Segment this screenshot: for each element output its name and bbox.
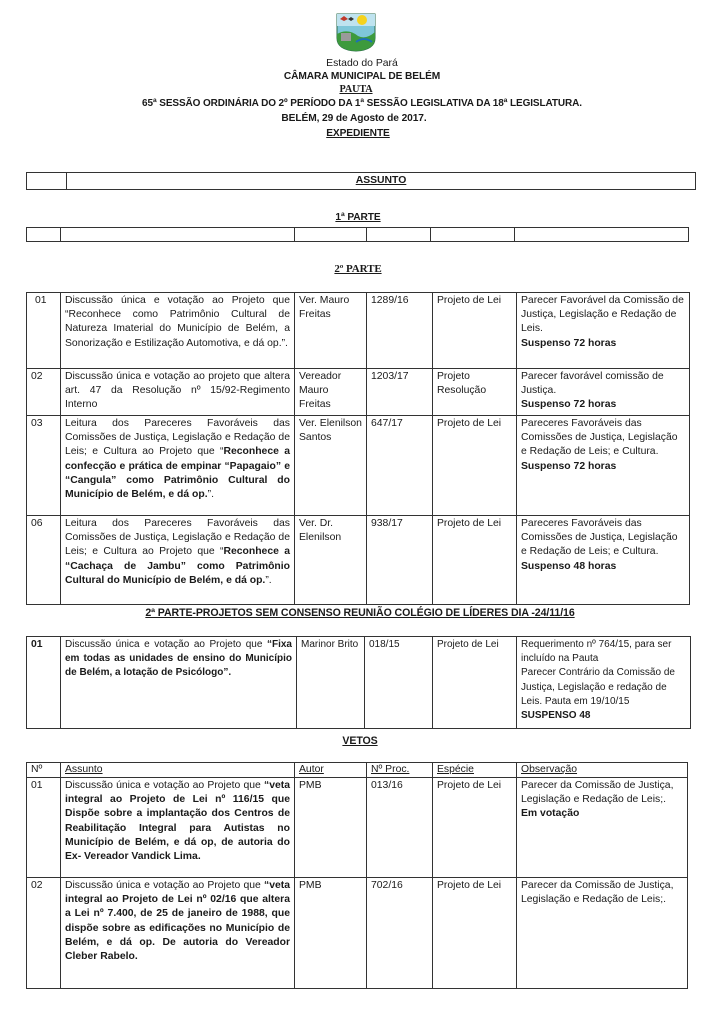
item-type: Projeto de Lei [433,637,517,729]
subject-end-text: ”. [265,574,272,586]
parte2-table [26,292,690,605]
parte2-title: 2º PARTE [334,263,382,275]
table-row [27,369,690,416]
item-subject [61,516,295,605]
item-subject [61,416,295,516]
status-text: Suspenso 48 horas [521,560,617,572]
parte1-title: 1ª PARTE [335,212,381,223]
city-crest-logo [334,12,378,52]
status-text: Suspenso 72 horas [521,337,617,349]
parte1-cell [27,228,61,242]
column-header: Autor [295,763,367,778]
vetos-table [26,762,688,989]
subject-text: Discussão única e votação ao projeto que altera art. 47 da Resolução nº 15/92-Regimento Interno [65,371,290,411]
item-author: Marinor Brito [297,637,365,729]
table-row [27,516,690,605]
item-subject [61,369,295,416]
observation-text: Parecer da Comissão de Justiça, Legislação e Redação de Leis;. [521,780,674,806]
parte1-cell [295,228,367,242]
item-process: 013/16 [367,778,433,878]
item-observation [517,778,688,878]
parte1-cell [367,228,431,242]
observation-text: Parecer favorável comissão de Justiça. [521,371,664,397]
column-header: Nº Proc. [367,763,433,778]
subject-header-label: ASSUNTO [355,175,407,186]
column-header: Nº [27,763,61,778]
parte1-table [26,227,689,242]
item-number: 01 [27,778,61,878]
item-type: Projeto de Lei [433,293,517,369]
subject-bold-text: Reconhece a “Cachaça de Jambu” como Patrimônio Cultural do Município de Belém, e dá op. [65,546,290,586]
vetos-title: VETOS [342,735,378,747]
item-author: Vereador Mauro Freitas [295,369,367,416]
status-text: Em votação [521,808,580,820]
item-observation [517,878,688,989]
item-number: 03 [27,416,61,516]
item-process: 018/15 [365,637,433,729]
item-number: 02 [27,878,61,989]
table-row [27,878,688,989]
sem-consenso-table [26,636,691,729]
subject-text: Leitura dos Pareceres Favoráveis das Comissões de Justiça, Legislação e Redação de Leis; e Cultura ao Projeto que “ [65,518,290,558]
subject-text: Leitura dos Pareceres Favoráveis das Comissões de Justiça, Legislação e Redação de Leis; e Cultura ao Projeto que “ [65,418,290,458]
status-text: SUSPENSO 48 [521,710,591,722]
observation-text: Pareceres Favoráveis das Comissões de Justiça, Legislação e Redação de Leis; e Cultura. [521,518,678,558]
table-header-row [27,763,688,778]
column-header: Observação [517,763,688,778]
doc-type: PAUTA [339,84,373,95]
status-text: Suspenso 72 horas [521,399,617,411]
item-process: 702/16 [367,878,433,989]
subject-bold-text: “Fixa em todas as unidades de ensino do Município de Belém, a lotação de Psicólogo”. [65,639,292,679]
item-number: 02 [27,369,61,416]
item-author: Ver. Mauro Freitas [295,293,367,369]
chamber-name: CÂMARA MUNICIPAL DE BELÉM [283,71,441,82]
observation-line: Parecer Contrário da Comissão de Justiça, Legislação e redação de Leis. Pauta em 19/10/15 [521,667,675,707]
table-row [27,416,690,516]
expediente-num-cell [27,173,67,190]
item-number: 01 [27,637,61,729]
item-subject [61,778,295,878]
item-observation [517,637,691,729]
status-text: Suspenso 72 horas [521,460,617,472]
item-subject [61,637,297,729]
parte1-cell [431,228,515,242]
item-observation [517,416,690,516]
section-expediente: EXPEDIENTE [326,128,390,139]
item-number: 01 [27,293,61,369]
item-type: Projeto Resolução [433,369,517,416]
item-type: Projeto de Lei [433,878,517,989]
sem-consenso-title: 2ª PARTE-PROJETOS SEM CONSENSO REUNIÃO COLÉGIO DE LÍDERES DIA -24/11/16 [145,607,575,619]
column-header: Assunto [61,763,295,778]
subject-bold-text: “veta integral ao Projeto de Lei nº 02/16 que altera a Lei nº 7.400, de 25 de janeiro de 1988, que dispõe sobre as edificações no Município de Belém, e dá op. De autoria do Vereador Cleber Rabelo. [65,880,290,963]
subject-text: Discussão única e votação ao Projeto que [65,780,264,791]
parte1-cell [61,228,295,242]
table-row [27,293,690,369]
item-author: Ver. Elenilson Santos [295,416,367,516]
item-process: 647/17 [367,416,433,516]
parte1-cell [515,228,689,242]
state-name: Estado do Pará [326,58,398,69]
session-title: 65ª SESSÃO ORDINÁRIA DO 2º PERÍODO DA 1ª SESSÃO LEGISLATIVA DA 18ª LEGISLATURA. [142,98,582,109]
item-observation [517,369,690,416]
observation-text: Parecer Favorável da Comissão de Justiça, Legislação e Redação de Leis. [521,295,684,335]
item-author: Ver. Dr. Elenilson [295,516,367,605]
session-date: BELÉM, 29 de Agosto de 2017. [281,113,427,124]
item-subject [61,293,295,369]
column-header: Espécie [433,763,517,778]
table-row [27,637,691,729]
item-type: Projeto de Lei [433,416,517,516]
subject-bold-text: Reconhece a confecção e prática de empinar “Papagaio” e “Cangula” como Patrimônio Cultural do Município de Belém, e dá op. [65,446,290,501]
item-observation [517,516,690,605]
item-subject [61,878,295,989]
expediente-subject-header [67,173,696,190]
table-row [27,778,688,878]
subject-text: Discussão única e votação ao Projeto que [65,880,264,891]
item-author: PMB [295,778,367,878]
item-number: 06 [27,516,61,605]
item-process: 1203/17 [367,369,433,416]
item-author: PMB [295,878,367,989]
observation-text: Parecer da Comissão de Justiça, Legislação e Redação de Leis;. [521,880,674,906]
item-type: Projeto de Lei [433,778,517,878]
item-process: 1289/16 [367,293,433,369]
subject-text: Discussão única e votação ao Projeto que “Reconhece como Patrimônio Cultural de Natureza Imaterial do Município de Belém, a Sonorização e Estilização Automotiva, e dá op.”. [65,295,290,349]
item-observation [517,293,690,369]
subject-end-text: ”. [207,489,214,501]
expediente-table [26,172,696,190]
subject-bold-text: “veta integral ao Projeto de Lei nº 116/15 que Dispõe sobre a implantação dos Centros de Reabilitação Integral para Autistas no Município de Belém, e dá op, de autoria do Ex- Vereador Vandick Lima. [65,780,290,863]
item-type: Projeto de Lei [433,516,517,605]
item-process: 938/17 [367,516,433,605]
observation-text: Pareceres Favoráveis das Comissões de Justiça, Legislação e Redação de Leis; e Cultura. [521,418,678,458]
subject-text: Discussão única e votação ao Projeto que [65,639,267,650]
observation-line: Requerimento nº 764/15, para ser incluído na Pauta [521,639,672,665]
